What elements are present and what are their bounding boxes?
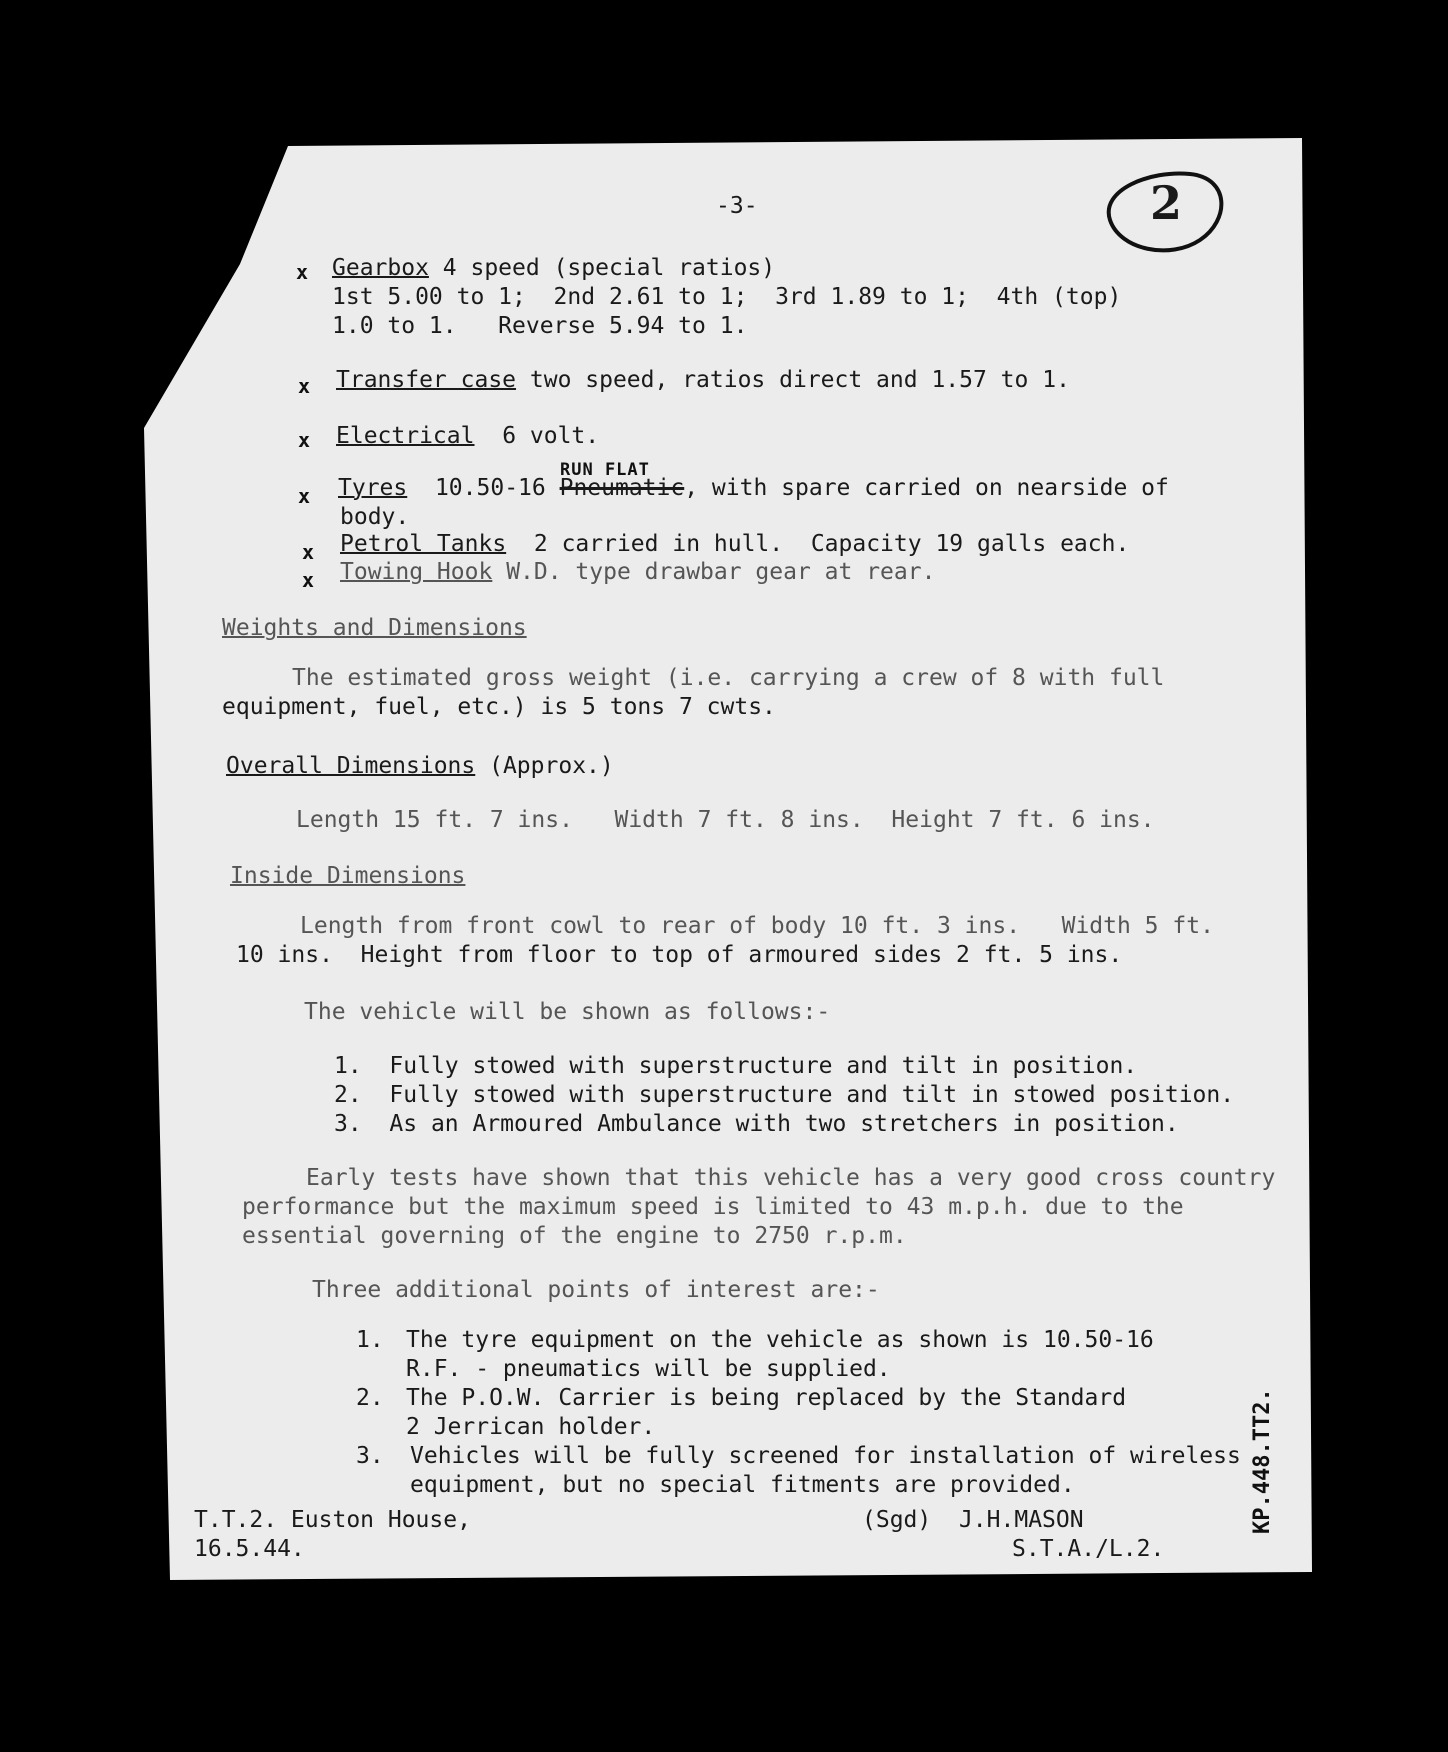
- points-item-line: The P.O.W. Carrier is being replaced by the Standard: [406, 1385, 1127, 1411]
- points-item-num: 1.: [356, 1327, 384, 1353]
- overall-dimensions-line: Length 15 ft. 7 ins. Width 7 ft. 8 ins. Height 7 ft. 6 ins.: [296, 807, 1155, 833]
- spec-tyres: Tyres 10.50-16 Pneumatic, with spare carried on nearside of: [338, 475, 1169, 501]
- spec-transfer-case: Transfer case two speed, ratios direct and 1.57 to 1.: [336, 367, 1070, 393]
- footer-signature: (Sgd) J.H.MASON: [862, 1507, 1084, 1533]
- footer-title: S.T.A./L.2.: [1012, 1536, 1165, 1562]
- shown-item: 2. Fully stowed with superstructure and tilt in stowed position.: [334, 1082, 1235, 1108]
- bullet-icon: x: [298, 428, 311, 452]
- struck-text: Pneumatic: [559, 475, 685, 501]
- spec-gearbox-label: Gearbox 4 speed (special ratios): [332, 255, 776, 281]
- points-item-line: The tyre equipment on the vehicle as shown is 10.50-16: [406, 1327, 1154, 1353]
- bullet-icon: x: [296, 260, 309, 284]
- spec-gearbox-ratios: 1st 5.00 to 1; 2nd 2.61 to 1; 3rd 1.89 to 1; 4th (top): [332, 284, 1122, 310]
- shown-item: 3. As an Armoured Ambulance with two stretchers in position.: [334, 1111, 1179, 1137]
- spec-gearbox-reverse: 1.0 to 1. Reverse 5.94 to 1.: [332, 313, 748, 339]
- points-item-line: R.F. - pneumatics will be supplied.: [406, 1356, 891, 1382]
- points-item-line: equipment, but no special fitments are provided.: [410, 1472, 1075, 1498]
- spec-towing-hook: Towing Hook W.D. type drawbar gear at rear.: [340, 559, 936, 585]
- weights-line-1: The estimated gross weight (i.e. carrying a crew of 8 with full: [292, 665, 1165, 691]
- tests-line-1: Early tests have shown that this vehicle has a very good cross country: [306, 1165, 1276, 1191]
- circled-number: 2: [1150, 176, 1183, 230]
- section-heading-weights: Weights and Dimensions: [222, 615, 527, 641]
- weights-line-2: equipment, fuel, etc.) is 5 tons 7 cwts.: [222, 694, 776, 720]
- bullet-icon: x: [302, 540, 315, 564]
- inside-line-1: Length from front cowl to rear of body 10 ft. 3 ins. Width 5 ft.: [300, 913, 1214, 939]
- tests-line-3: essential governing of the engine to 2750 r.p.m.: [242, 1223, 907, 1249]
- tests-line-2: performance but the maximum speed is limited to 43 m.p.h. due to the: [242, 1194, 1184, 1220]
- bullet-icon: x: [302, 568, 315, 592]
- footer-address: T.T.2. Euston House,: [194, 1507, 471, 1533]
- section-heading-overall: Overall Dimensions (Approx.): [226, 753, 614, 779]
- shown-item: 1. Fully stowed with superstructure and tilt in position.: [334, 1053, 1138, 1079]
- shown-intro: The vehicle will be shown as follows:-: [304, 999, 831, 1025]
- bullet-icon: x: [298, 484, 311, 508]
- page-number: -3-: [716, 193, 758, 219]
- spec-petrol-tanks: Petrol Tanks 2 carried in hull. Capacity 19 galls each.: [340, 531, 1130, 557]
- points-item-num: 3.: [356, 1443, 384, 1469]
- inside-line-2: 10 ins. Height from floor to top of armoured sides 2 ft. 5 ins.: [236, 942, 1123, 968]
- bullet-icon: x: [298, 374, 311, 398]
- footer-date: 16.5.44.: [194, 1536, 305, 1562]
- section-heading-inside: Inside Dimensions: [230, 863, 466, 889]
- points-item-line: 2 Jerrican holder.: [406, 1414, 656, 1440]
- points-intro: Three additional points of interest are:-: [312, 1277, 880, 1303]
- points-item-num: 2.: [356, 1385, 384, 1411]
- points-item-line: Vehicles will be fully screened for installation of wireless: [410, 1443, 1241, 1469]
- spec-electrical: Electrical 6 volt.: [336, 423, 600, 449]
- spec-tyres-cont: body.: [340, 504, 410, 530]
- archive-reference: KP.448.TT2.: [1250, 1388, 1275, 1534]
- handwritten-annotation: RUN FLAT: [560, 460, 650, 480]
